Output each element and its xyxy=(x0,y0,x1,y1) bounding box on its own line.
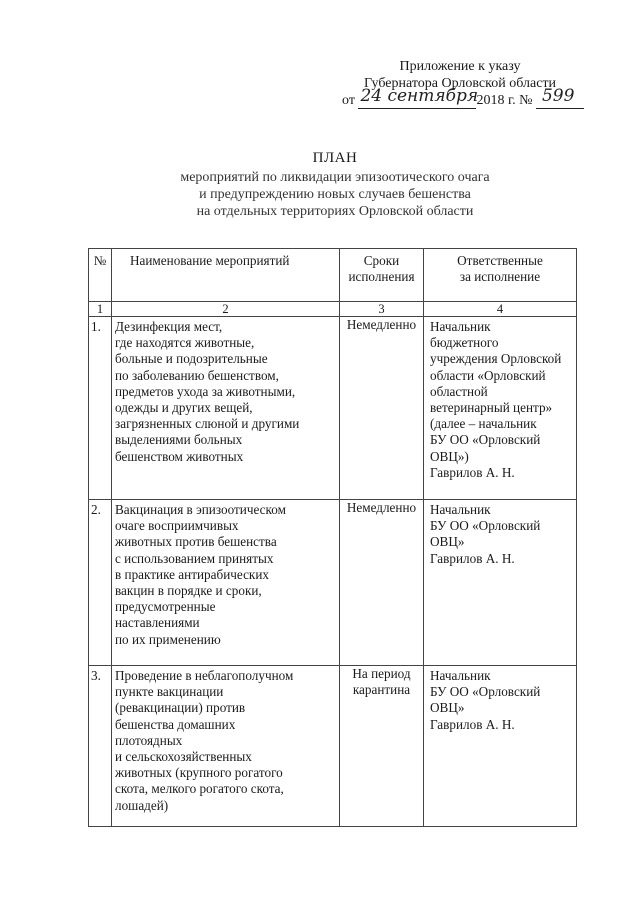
appendix-line3 xyxy=(342,86,590,109)
year-text: 2018 г. № xyxy=(476,93,533,108)
handwritten-date: 24 сентября xyxy=(360,86,479,106)
row-responsible: Начальник бюджетного учреждения Орловской области «Орловский областной ветеринарный центр» (далее – начальник БУ ОО «Орловский ОВЦ») Гаврилов А. Н. xyxy=(424,317,577,500)
row-deadline: Немедленно xyxy=(340,317,424,500)
subtitle-line2: и предупреждению новых случаев бешенства xyxy=(199,187,471,202)
header-name: Наименование мероприятий xyxy=(112,249,340,302)
number-field xyxy=(536,86,584,109)
date-field xyxy=(358,86,479,109)
row-deadline: На период карантина xyxy=(340,666,424,827)
row-responsible: Начальник БУ ОО «Орловский ОВЦ» Гаврилов А. Н. xyxy=(424,500,577,666)
plan-table xyxy=(88,248,577,827)
appendix-header xyxy=(330,58,590,109)
header-num: № xyxy=(89,249,112,302)
plan-heading: ПЛАН xyxy=(312,150,358,166)
row-deadline: Немедленно xyxy=(340,500,424,666)
table-row xyxy=(89,666,577,827)
row-name: Дезинфекция мест, где находятся животные, больные и подозрительные по заболеванию бешенством, предметов ухода за животными, одежды и других вещей, загрязненных слюной и другими выделениями больных бешенством животных xyxy=(112,317,340,500)
column-number: 1 xyxy=(89,302,112,317)
header-responsible: Ответственные за исполнение xyxy=(424,249,577,302)
appendix-line1: Приложение к указу xyxy=(399,59,521,74)
table-row xyxy=(89,317,577,500)
row-name: Проведение в неблагополучном пункте вакцинации (ревакцинации) против бешенства домашних плотоядных и сельскохозяйственных животных (крупного рогатого скота, мелкого рогатого скота, лошадей) xyxy=(112,666,340,827)
row-num: 3. xyxy=(89,666,112,827)
row-num: 1. xyxy=(89,317,112,500)
document-title xyxy=(150,150,520,220)
subtitle-line1: мероприятий по ликвидации эпизоотического очага xyxy=(180,170,490,185)
column-number: 2 xyxy=(112,302,340,317)
row-name: Вакцинация в эпизоотическом очаге восприимчивых животных против бешенства с использованием принятых в практике антирабических вакцин в порядке и сроки, предусмотренные наставлениями по их применению xyxy=(112,500,340,666)
column-number-row xyxy=(89,302,577,317)
row-responsible: Начальник БУ ОО «Орловский ОВЦ» Гаврилов А. Н. xyxy=(424,666,577,827)
column-number: 4 xyxy=(424,302,577,317)
column-number: 3 xyxy=(340,302,424,317)
handwritten-number: 599 xyxy=(541,86,575,106)
row-num: 2. xyxy=(89,500,112,666)
from-label: от xyxy=(342,93,355,108)
subtitle-line3: на отдельных территориях Орловской области xyxy=(196,204,474,219)
table-row xyxy=(89,500,577,666)
table-header-row xyxy=(89,249,577,302)
appendix-line2: Губернатора Орловской области xyxy=(363,76,557,91)
header-deadline: Сроки исполнения xyxy=(340,249,424,302)
